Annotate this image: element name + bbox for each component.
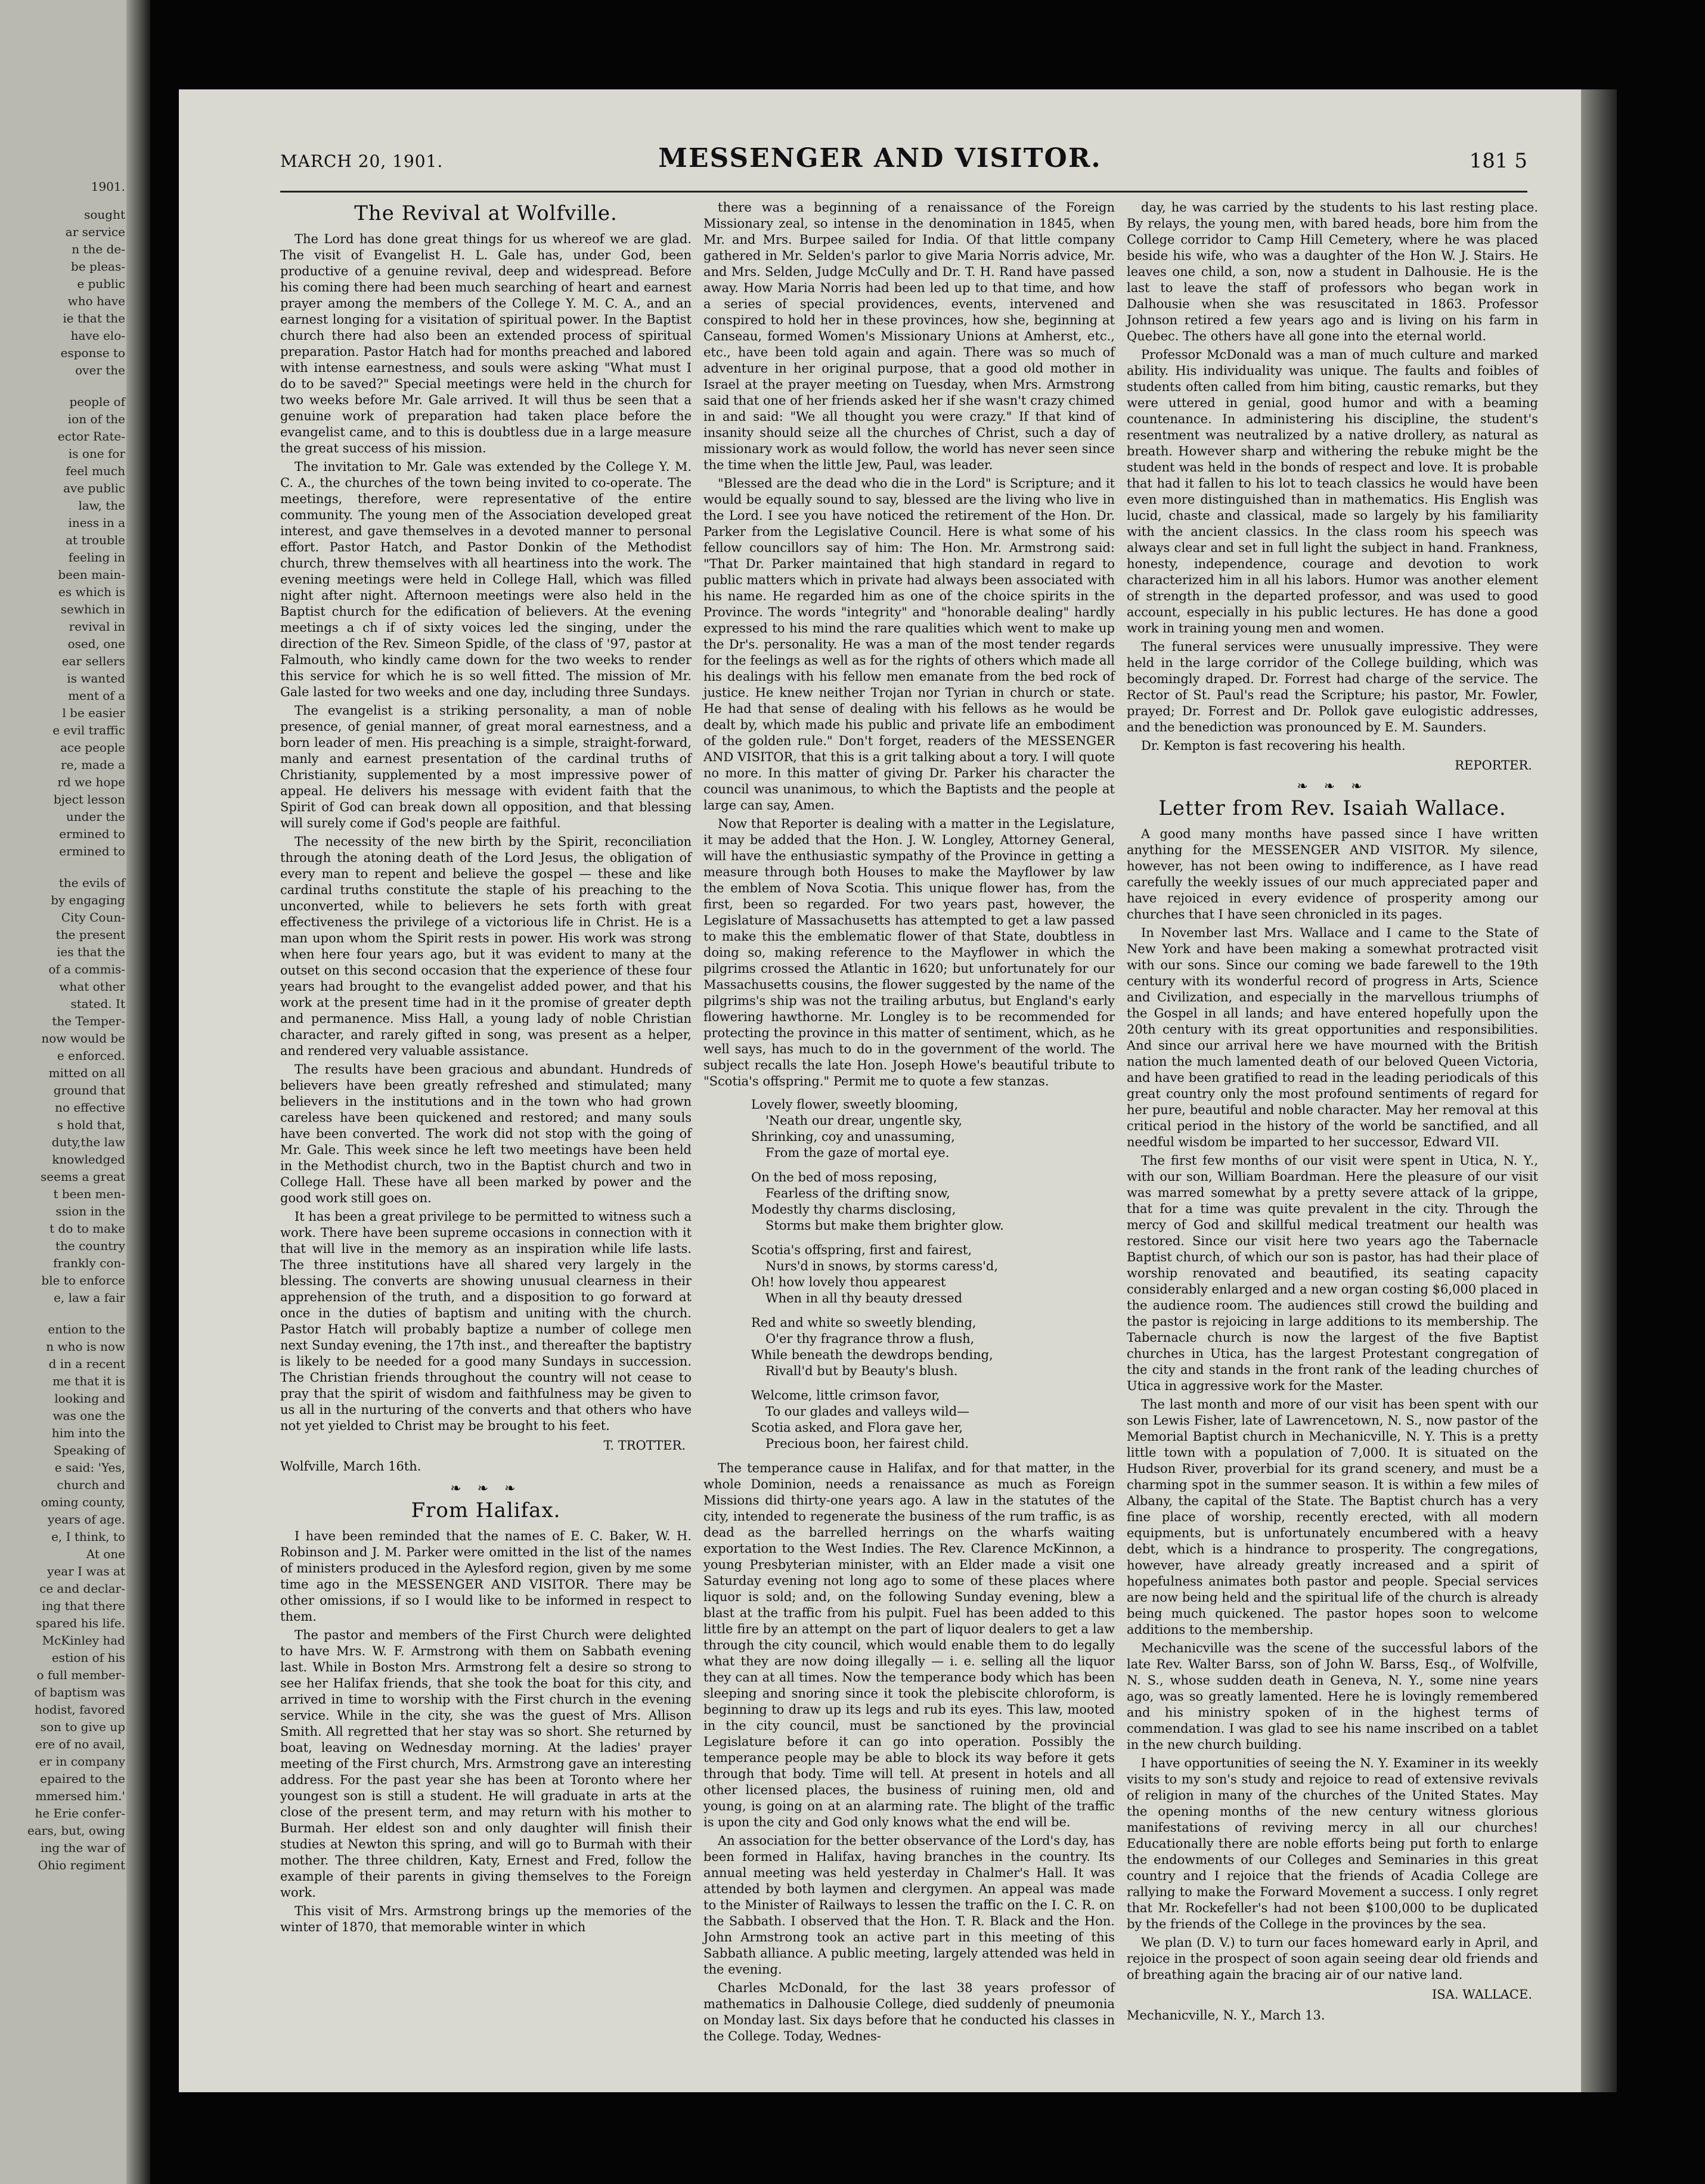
article-body-mcdonald (1127, 200, 1538, 754)
page-gutter (126, 0, 150, 2184)
article-body-temperance (703, 1460, 1115, 2045)
left-page-line: church and (57, 1478, 125, 1492)
paragraph: This visit of Mrs. Armstrong brings up the memories of the winter of 1870, that memorable winter in which (280, 1904, 692, 1934)
left-page-line: hodist, favored (34, 1702, 125, 1717)
left-page-line: have elo- (70, 328, 125, 343)
poem-line: When in all thy beauty dressed (765, 1291, 963, 1305)
poem-line: Precious boon, her fairest child. (765, 1437, 969, 1451)
poem-line: From the gaze of mortal eye. (765, 1146, 950, 1160)
column-3 (1127, 200, 1538, 2030)
poem-line: While beneath the dewdrops bending, (751, 1348, 993, 1362)
poem-line: 'Neath our drear, ungentle sky, (765, 1113, 963, 1128)
left-page-line: ing the war of (41, 1841, 125, 1855)
left-page-line: e evil traffic (52, 723, 125, 737)
left-page-line: l be easier (62, 706, 125, 720)
paragraph: Mechanicville was the scene of the successful labors of the late Rev. Walter Barss, son of John W. Barss, Esq., of Wolfville, N. S., whose sudden death in Geneva, N. Y., some nine years ago, was so greatly lamented. Here he is lovingly remembered and his ministry spoken of in the highest terms of commendation. I was glad to see his name inscribed on a tablet in the new church building. (1127, 1641, 1538, 1752)
left-page-line: e said: 'Yes, (54, 1460, 125, 1475)
left-page-line: n the de- (72, 242, 125, 256)
article-body-halifax-cont (703, 200, 1115, 1090)
left-page-line: mmersed him.' (35, 1789, 125, 1803)
left-page-line: estion of his (51, 1651, 125, 1665)
dateline-mechanicville: Mechanicville, N. Y., March 13. (1127, 2008, 1325, 2022)
left-page-line: ere of no avail, (35, 1737, 125, 1751)
left-page-line: at trouble (66, 533, 125, 547)
paragraph: We plan (D. V.) to turn our faces homeward early in April, and rejoice in the prospect of soon again seeing dear old friends and of breathing again the bracing air of our native land. (1127, 1935, 1538, 1982)
paragraph: Charles McDonald, for the last 38 years professor of mathematics in Dalhousie College, died suddenly of pneumonia on Monday last. Six days before that he conducted his classes in the College. Today, Wednes- (703, 1981, 1115, 2043)
paragraph: In November last Mrs. Wallace and I came to the State of New York and have been making a somewhat protracted visit with our sons. Since our coming we bade farewell to the 19th century with its wonderful record of progress in Arts, Science and Civilization, and especially in the marvellous triumphs of the Gospel in all lands; and have entered hopefully upon the 20th century with its great opportunities and responsibilities. And since our arrival here we have mourned with the British nation the much lamented death of our beloved Queen Victoria, and have been gratified to read in the leading periodicals of this great country only the most profound sentiments of regard for her pure, beautiful and noble character. May her removal at this critical period in the history of the world be sanctified, and all needful wisdom be imparted to her successor, Edward VII. (1127, 926, 1538, 1149)
poem-line: O'er thy fragrance throw a flush, (765, 1332, 975, 1346)
left-page-line: duty,the law (51, 1135, 125, 1149)
section-ornament-1: ❧ ❧ ❧ (450, 1481, 522, 1496)
left-page-line (0, 380, 125, 393)
issue-date: MARCH 20, 1901. (280, 151, 444, 171)
poem-line: Welcome, little crimson favor, (751, 1388, 940, 1403)
left-page-line: e public (77, 277, 125, 291)
left-page-line: osed, one (67, 637, 125, 651)
left-page-line: City Coun- (61, 910, 125, 925)
left-page-line: over the (75, 363, 125, 377)
signature-wallace: ISA. WALLACE. (1431, 1987, 1532, 2002)
paragraph: The Lord has done great things for us whereof we are glad. The visit of Evangelist H. L. Gale has, under God, been productive of a genuine revival, deep and widespread. Before his coming there had been much searching of heart and earnest prayer among the members of the College Y. M. C. A., and an earnest longing for a visitation of spiritual power. In the Baptist church there had also been an extended process of spiritual preparation. Pastor Hatch had for months preached and labored with intense earnestness, and souls were asking "What must I do to be saved?" Special meetings were held in the church for two weeks before Mr. Gale arrived. It will thus be seen that a genuine work of preparation had taken place before the evangelist came, and to this is doubtless due in a large measure the great success of his mission. (280, 232, 692, 455)
left-page-line: feel much (66, 464, 125, 478)
paragraph: I have opportunities of seeing the N. Y. Examiner in its weekly visits to my son's study and rejoice to read of extensive revivals of religion in many of the churches of the United States. May the opening months of the new century witness glorious manifestations of reviving mercy in all our churches! Educationally there are noble efforts being put forth to enlarge the endowments of our Colleges and Seminaries in this great country and I rejoice that the friends of Acadia College are rallying to make the Forward Movement a success. I only regret that Mr. Rockefeller's had not been $100,000 to be duplicated by the friends of the College in the provinces by the sea. (1127, 1756, 1538, 1931)
page-number: 181 5 (1469, 149, 1527, 173)
left-page-line: the Temper- (52, 1014, 125, 1028)
left-page-line: frankly con- (53, 1256, 125, 1270)
left-page-line: ermined to (59, 844, 125, 858)
left-page-line: mitted on all (48, 1066, 125, 1080)
left-page-line: At one (86, 1547, 125, 1561)
article-heading-revival: The Revival at Wolfville. (354, 201, 618, 225)
poem-line: Lovely flower, sweetly blooming, (751, 1097, 959, 1112)
left-page-line: es which is (58, 585, 125, 599)
left-page-line: ermined to (59, 827, 125, 841)
paragraph: "Blessed are the dead who die in the Lord" is Scripture; and it would be equally sound to say, blessed are the living who live in the Lord. I see you have noticed the retirement of the Hon. Dr. Parker from the Legislative Council. Here is what some of his fellow councillors say of him: The Hon. Mr. Armstrong said: "That Dr. Parker maintained that high standard in regard to public matters which in private had always been associated with his name. He regarded him as one of the choice spirits in the Province. The words "integrity" and "honorable dealing" hardly expressed to his mind the rare qualities which went to make up the Dr's. personality. He was a man of the most tender regards for the feelings as well as for the rights of others which made all his dealings with his fellow men emanate from the bed rock of justice. He knew neither Trojan nor Tyrian in church or state. He had that sense of dealing with his fellows as he would be dealt by, which made his public and private life an embodiment of the golden rule." Don't forget, readers of the MESSENGER AND VISITOR, that this is a grit talking about a tory. I will quote no more. In this matter of giving Dr. Parker his character the council was unanimous, to which the Baptists and the people at large can say, Amen. (703, 476, 1115, 812)
left-page-line: ector Rate- (57, 429, 125, 443)
left-page-line: oming county, (41, 1495, 125, 1509)
masthead (179, 143, 1581, 185)
left-page-line: sought (84, 207, 125, 222)
left-page-line: Ohio regiment (38, 1858, 125, 1872)
left-page-line: ies that the (57, 945, 125, 959)
poem-line: Rivall'd but by Beauty's blush. (765, 1364, 958, 1378)
left-page-line: years of age. (48, 1512, 125, 1527)
left-page-line: is wanted (67, 671, 125, 685)
left-page-line: feeling in (68, 550, 125, 564)
left-page-line: looking and (54, 1391, 125, 1406)
left-page-line: t do to make (49, 1221, 125, 1236)
poem-stanza (751, 1388, 1115, 1452)
left-page-line: him into the (51, 1426, 125, 1440)
paragraph: there was a beginning of a renaissance of the Foreign Missionary zeal, so intense in the denomination in 1845, when Mr. and Mrs. Burpee sailed for India. Of that little company gathered in Mr. Selden's parlor to give Maria Norris advice, Mr. and Mrs. Selden, Judge McCully and Dr. T. H. Rand have passed away. How Maria Norris had been led up to that time, and how a series of special providences, events, intervened and conspired to hold her in these provinces, how she, beginning at Canseau, formed Women's Missionary Unions at Amherst, etc., etc., have been told again and again. There was so much of adventure in her original purpose, that a good old mother in Israel at the prayer meeting on Tuesday, when Mrs. Armstrong said that one of her friends asked her if she wasn't crazy chimed in and said: "We all thought you were crazy." If that kind of insanity should seize all the churches of Christ, such a day of missionary work as would follow, the world has never seen since the time when the little Jew, Paul, was leader. (703, 200, 1115, 472)
left-page-line: ment of a (68, 688, 125, 703)
article-heading-wallace: Letter from Rev. Isaiah Wallace. (1158, 796, 1506, 820)
article-body-halifax (280, 1528, 692, 1935)
paragraph: The evangelist is a striking personality, a man of noble presence, of genial manner, of great moral earnestness, and a born leader of men. His preaching is a simple, straight-forward, manly and earnest presentation of the cardinal truths of Christianity, supplemented by a most impressive power of appeal. He delivers his message with evident faith that the Spirit of God can break down all opposition, and that blessing will surely come if God's people are faithful. (280, 703, 692, 830)
poem-line: Modestly thy charms disclosing, (751, 1202, 956, 1217)
section-ornament-2: ❧ ❧ ❧ (1297, 779, 1368, 794)
poem-line: Storms but make them brighter glow. (765, 1218, 1004, 1233)
left-page-line: seems a great (41, 1169, 125, 1184)
left-page-line: the present (55, 927, 125, 942)
paragraph: Professor McDonald was a man of much culture and marked ability. His individuality was unique. The faults and foibles of students often called from him biting, caustic remarks, but they were uttered in genial, good humor and with a beaming countenance. In administering his discipline, the student's resentment was neutralized by a native drollery, as natural as breath. However sharp and withering the rebuke might be the student was held in the bonds of respect and love. It is probable that had it fallen to his lot to teach classics he would have been even more distinguished than in mathematics. His English was lucid, chaste and classical, made so largely by his familiarity with the ancient classics. In the class room his speech was always clear and set in full light the subject in hand. Frankness, honesty, independence, courage and devotion to work characterized him in all his labors. Humor was another element of strength in the departed professor, and was used to good account, especially in his public lectures. He has done a good work in training young men and women. (1127, 348, 1538, 635)
left-page-line: spared his life. (36, 1616, 125, 1630)
left-page-line: ble to enforce (41, 1273, 125, 1288)
article-body-wallace (1127, 826, 1538, 1983)
left-page-line: d in a recent (48, 1357, 125, 1371)
newspaper-page (179, 89, 1581, 2092)
poem-stanza (751, 1169, 1115, 1234)
left-page-line: ing that there (42, 1599, 125, 1613)
left-page-line: year I was at (47, 1564, 125, 1578)
poem-line: Scotia's offspring, first and fairest, (751, 1243, 972, 1257)
left-page-line: ground that (53, 1083, 125, 1097)
poem-line: Nurs'd in snows, by storms caress'd, (765, 1259, 999, 1273)
article-body-revival (280, 231, 692, 1434)
paragraph: Now that Reporter is dealing with a matter in the Legislature, it may be added that the Hon. J. W. Longley, Attorney General, will have the enthusiastic sympathy of the Province in getting a measure through both Houses to make the Mayflower by law the emblem of Nova Scotia. This unique flower has, from the first, been so regarded. For two years past, however, the Legislature of Massachusetts has attempted to get a law passed to make this the emblematic flower of that State, doubtless in doing so, making reference to the Mayflower in which the pilgrims crossed the Atlantic in 1620; but unfortunately for our Massachusetts cousins, the flower suggested by the name of the pilgrims's ship was not the trailing arbutus, but England's early flowering hawthorne. Mr. Longley is to be recommended for protecting the province in this matter of sentiment, which, as he well says, has much to do in the government of the world. The subject recalls the late Hon. Joseph Howe's beautiful tribute to "Scotia's offspring." Permit me to quote a few stanzas. (703, 817, 1115, 1088)
left-page-line: e, law a fair (54, 1290, 125, 1305)
left-page-line: ave public (63, 481, 125, 495)
paragraph: The necessity of the new birth by the Spirit, reconciliation through the atoning death of the Lord Jesus, the obligation of every man to repent and believe the gospel — these and like cardinal truths constitute the staple of his preaching to the unconverted, while to believers he sets forth with great effectiveness the privilege of a victorious life in Christ. He is a man upon whom the Spirit rests in power. His work was strong when here four years ago, but it was evident to many at the outset on this second occasion that the experience of these four years had brought to the evangelist added power, and that his work at the present time had in it the promise of greater depth and permanence. Miss Hall, a young lady of noble Christian character, and rarely gifted in song, was present as a helper, and rendered very valuable assistance. (280, 834, 692, 1058)
left-page-line: of baptism was (34, 1685, 125, 1699)
left-page-line: ce and declar- (39, 1581, 125, 1596)
left-page-fragment (0, 0, 150, 2184)
poem-line: Fearless of the drifting snow, (765, 1186, 950, 1200)
poem-stanza (751, 1097, 1115, 1161)
masthead-rule (280, 191, 1527, 193)
left-page-line: he Erie confer- (35, 1806, 125, 1820)
poem-stanza (751, 1315, 1115, 1379)
left-page-line: under the (66, 809, 125, 824)
left-page-line: what other (59, 979, 125, 994)
left-page-line: n who is now (46, 1339, 125, 1354)
left-page-line: the evils of (58, 876, 125, 890)
newspaper-title: MESSENGER AND VISITOR. (658, 143, 1102, 173)
left-page-line: sewhich in (60, 602, 125, 616)
paragraph: day, he was carried by the students to his last resting place. By relays, the young men, with bared heads, bore him from the College corridor to Camp Hill Cemetery, where he was placed beside his wife, who was a daughter of the Hon W. J. Stairs. He leaves one child, a son, now a student in Dalhousie. He is the last to leave the staff of professors who began work in Dalhousie when she was resuscitated in 1863. Professor Johnson retired a few years ago and is living on his farm in Quebec. The others have all gone into the eternal world. (1127, 200, 1538, 343)
signature-reporter: REPORTER. (1455, 758, 1532, 773)
paragraph: Dr. Kempton is fast recovering his health. (1141, 739, 1406, 753)
left-page-line: the country (55, 1239, 125, 1253)
left-page-line (0, 861, 125, 874)
left-page-line (0, 1307, 125, 1320)
left-page-line: re, made a (61, 758, 125, 772)
left-page-line: e enforced. (57, 1048, 125, 1063)
left-page-line: who have (67, 294, 125, 308)
paragraph: I have been reminded that the names of E. C. Baker, W. H. Robinson and J. M. Parker were omitted in the list of the names of ministers produced in the Aylesford region, given by me some time ago in the MESSENGER AND VISITOR. There may be other omissions, if so I would like to be informed in respect to them. (280, 1529, 692, 1624)
column-1 (280, 200, 692, 1938)
left-page-line: McKinley had (42, 1633, 125, 1648)
paragraph: The last month and more of our visit has been spent with our son Lewis Fisher, late of Lawrencetown, N. S., now pastor of the Memorial Baptist church in Mechanicville, N. Y. This is a pretty little town with a population of 7,000. It is situated on the Hudson River, proverbial for its grand scenery, and must be a charming spot in the summer season. It is within a few miles of Albany, the capital of the State. The Baptist church has a very fine place of worship, recently erected, with all modern equipments, but is unfortunately encumbered with a heavy debt, which is a hindrance to prosperity. The congregations, however, have already greatly increased and a spirit of hopefulness animates both pastor and people. Special services are now being held and the spiritual life of the church is already being much quickened. The pastor hopes soon to welcome additions to the membership. (1127, 1397, 1538, 1637)
left-page-text (0, 179, 125, 1875)
left-page-line: stated. It (70, 997, 125, 1011)
left-page-line: me that it is (52, 1374, 125, 1388)
left-page-line: e, I think, to (51, 1530, 125, 1544)
left-page-line: ention to the (48, 1322, 125, 1336)
left-page-line: t been men- (53, 1187, 125, 1201)
left-page-line: Speaking of (53, 1443, 125, 1457)
poem-stanza (751, 1242, 1115, 1307)
left-page-line: ssion in the (55, 1204, 125, 1218)
poem-line: Shrinking, coy and unassuming, (751, 1130, 955, 1144)
paragraph: The temperance cause in Halifax, and for that matter, in the whole Dominion, needs a renaissance as much as Foreign Missions did thirty-one years ago. A law in the statutes of the city, intended to regenerate the business of the rum traffic, is as dead as the barrelled herrings on the wharfs waiting exportation to the West Indies. The Rev. Clarence McKinnon, a young Presbyterian minister, with an Elder made a visit one Saturday evening not long ago to some of these places where liquor is sold; and, on the following Sunday evening, blew a blast at the traffic from his pulpit. Fuel has been added to this little fire by an attempt on the part of liquor dealers to get a law through the city council, which would enable them to do legally what they are now doing illegally — i. e. selling all the liquor they can at all times. Now the temperance body which has been sleeping and snoring since it took the plebiscite chloroform, is beginning to draw up its legs and rub its eyes. This law, mooted in the city council, must be sanctioned by the provincial Legislature before it can go into operation. Possibly the temperance people may be able to block its way before it gets through that body. Time will tell. At present in hotels and all other licensed places, the business of ruining men, old and young, is going on at an alarming rate. The blight of the traffic is upon the city and God only knows what the end will be. (703, 1461, 1115, 1829)
left-page-line: ears, but, owing (27, 1823, 125, 1838)
left-page-line: rd we hope (57, 775, 125, 789)
left-page-line: no effective (55, 1100, 125, 1115)
article-heading-halifax: From Halifax. (411, 1499, 561, 1522)
left-page-line: revival in (69, 619, 125, 634)
left-page-line: s hold that, (57, 1118, 125, 1132)
left-page-line: was one the (52, 1409, 125, 1423)
poem-line: To our glades and valleys wild— (765, 1404, 970, 1419)
left-page-line: ion of the (67, 412, 125, 426)
left-page-line: epaired to the (40, 1772, 125, 1786)
paragraph: A good many months have passed since I have written anything for the MESSENGER AND VISITOR. My silence, however, has not been owing to indifference, as I have read carefully the weekly issues of our much appreciated paper and have rejoiced in every evidence of prosperity among our churches that I have seen chronicled in its pages. (1127, 827, 1538, 922)
paragraph: An association for the better observance of the Lord's day, has been formed in Halifax, having branches in the country. Its annual meeting was held yesterday in Chalmer's Hall. It was attended by both laymen and clergymen. An appeal was made to the Minister of Railways to lessen the traffic on the I. C. R. on the Sabbath. I observed that the Hon. T. R. Black and the Hon. John Armstrong took an active part in this meeting of this Sabbath alliance. A public meeting, largely attended was held in the evening. (703, 1834, 1115, 1977)
left-page-line: now would be (41, 1031, 125, 1046)
left-page-line: iness in a (68, 516, 125, 530)
left-page-line: er in company (39, 1754, 125, 1769)
paragraph: The invitation to Mr. Gale was extended by the College Y. M. C. A., the churches of the town being invited to co-operate. The meetings, therefore, were representative of the entire community. The young men of the Association developed great interest, and gave themselves in a devoted manner to personal effort. Pastor Hatch, and Pastor Donkin of the Methodist church, threw themselves with all heartiness into the work. The evening meetings were held in College Hall, which was filled night after night. Afternoon meetings were also held in the Baptist church for the edification of believers. At the evening meetings a ch if of sixty voices led the singing, under the direction of the Rev. Simeon Spidle, of the class of '97, pastor at Falmouth, who kindly came down for the two weeks to render this service for which he is so well fitted. The mission of Mr. Gale lasted for two weeks and one day, including three Sundays. (280, 460, 692, 699)
left-page-line: son to give up (40, 1720, 125, 1734)
paragraph: It has been a great privilege to be permitted to witness such a work. There have been supreme occasions in connection with it that will live in the memory as an inspiration while life lasts. The three institutions have all shared very largely in the blessing. The converts are showing unusual clearness in their apprehension of the truth, and a disposition to go forward at once in the duties of baptism and uniting with the church. Pastor Hatch will probably baptize a number of college men next Sunday evening, the 17th inst., and thereafter the baptistry is likely to be needed for a good many Sundays in succession. The Christian friends throughout the country will not cease to pray that the spirit of wisdom and faithfulness may be given to us all in the nurturing of the converts and that others who have not yet yielded to Christ may be brought to his feet. (280, 1209, 692, 1433)
poem-line: Scotia asked, and Flora gave her, (751, 1420, 963, 1435)
left-page-line: ear sellers (61, 654, 125, 668)
left-page-line: law, the (78, 498, 125, 513)
paragraph: The pastor and members of the First Church were delighted to have Mrs. W. F. Armstrong with them on Sabbath evening last. While in Boston Mrs. Armstrong felt a desire so strong to see her Halifax friends, that she took the boat for this city, and arrived in time to worship with the First church in the evening service. While in the city, she was the guest of Mrs. Allison Smith. All regretted that her stay was so short. She returned by boat, leaving on Wednesday morning. At the ladies' prayer meeting of the First church, Mrs. Armstrong gave an interesting address. For the past year she has been at Toronto where her youngest son is still a student. He will graduate in arts at the close of the present term, and may return with his mother to Burmah. Her eldest son and only daughter will finish their studies at Newton this spring, and will go to Burmah with their mother. The three children, Katy, Ernest and Fred, follow the example of their parents in giving themselves to the Foreign work. (280, 1628, 692, 1900)
left-page-line: is one for (68, 446, 125, 461)
poem-mayflower (751, 1097, 1115, 1452)
left-page-line: be pleas- (71, 259, 125, 274)
page-edge-shadow (1581, 89, 1617, 2092)
left-page-line: ar service (65, 225, 125, 239)
paragraph: The results have been gracious and abundant. Hundreds of believers have been greatly refreshed and stimulated; many believers in the institutions and in the town who had grown careless have been quickened and restored; and many souls have been converted. The work did not stop with the going of Mr. Gale. This week since he left two meetings have been held in the Methodist church, two in the Baptist church and two in College Hall. These have all been marked by power and the good work still goes on. (280, 1062, 692, 1205)
left-page-line: ace people (60, 740, 125, 755)
left-page-line: people of (69, 395, 125, 409)
left-page-line: been main- (58, 567, 125, 582)
paragraph: The first few months of our visit were spent in Utica, N. Y., with our son, William Boardman. Here the pleasure of our visit was marred somewhat by a pretty severe attack of la grippe, that for a time was quite prevalent in the city. Through the mercy of God and skillful medical treatment our health was restored. Since our visit here two years ago the Tabernacle Baptist church, of which our son is pastor, has had their place of worship renovated and beautified, its seating capacity considerably enlarged and a new organ costing $6,000 placed in the audience room. The audiences still crowd the building and the pastor is rejoicing in large additions to its membership. The Tabernacle church is now the largest of the five Baptist churches in Utica, has the largest Protestant congregation of the city and stands in the front rank of the leading churches of Utica in aggressive work for the Master. (1127, 1153, 1538, 1393)
left-page-line: esponse to (60, 346, 125, 360)
poem-line: On the bed of moss reposing, (751, 1170, 938, 1184)
left-page-line: ie that the (63, 311, 125, 325)
poem-line: Red and white so sweetly blending, (751, 1316, 976, 1330)
poem-line: Oh! how lovely thou appearest (751, 1275, 946, 1289)
left-page-line: bject lesson (53, 792, 125, 806)
left-page-line: by engaging (51, 893, 125, 907)
dateline-wolfville: Wolfville, March 16th. (280, 1459, 421, 1473)
paragraph: The funeral services were unusually impressive. They were held in the large corridor of the College building, which was becomingly draped. Dr. Forrest had charge of the service. The Rector of St. Paul's read the Scripture; his pastor, Mr. Fowler, prayed; Dr. Forrest and Dr. Pollok gave eulogistic addresses, and the benediction was pronounced by E. M. Saunders. (1127, 640, 1538, 734)
left-page-line: knowledged (52, 1152, 125, 1167)
left-page-header: 1901. (91, 179, 125, 194)
column-2 (703, 200, 1115, 2047)
left-page-line: of a commis- (48, 962, 125, 976)
signature-trotter: T. TROTTER. (603, 1438, 686, 1453)
left-page-line: o full member- (36, 1668, 125, 1682)
